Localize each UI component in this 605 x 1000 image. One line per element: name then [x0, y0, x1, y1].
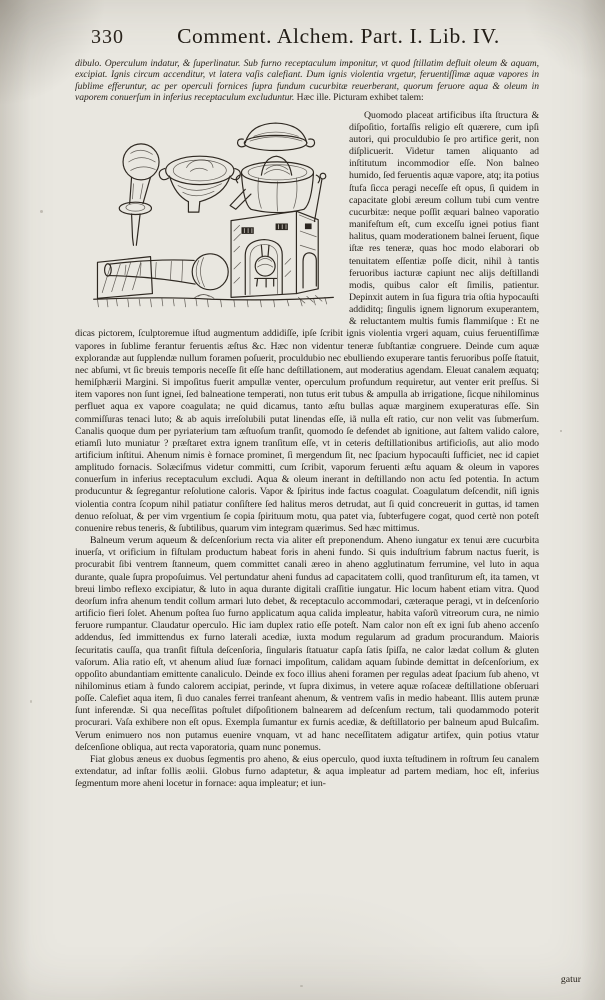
- running-title: Comment. Alchem. Part. I. Lib. IV.: [177, 24, 500, 48]
- page-header: [75, 24, 539, 49]
- paper-speck: [560, 430, 562, 432]
- ground-line: [94, 294, 334, 306]
- body-paragraph-2: Balneum verum aqueum & deſcenſorium recta via aliter eſt preponendum. Aheno iungatur ex tenui ære cucurbita inuerſa, vt orificium in fiſtulam productum habeat foris in aheni fundo. Si quis induſtrium fabrum nactus fuerit, is procurabit ſibi ventrem ſtanneum, quem committet canali æreo in aheno agglutinatum ferrumine, vel luto in aqua durante, quale ſupra propoſuimus. Vel pertundatur aheni fundus ad capacitatem colli, quod tranſiturum eſt, ita tamen, vt breui limbo reflexo excipiatur, & luto in aqua durante digitali craſſitie iungatur. Hic locum habent etiam vitra. Quod deorſum infra ahenum tendit collum armari luto debet, & receptaculo accommodari, cæteraque peragi, vt in deſcenſorio artificio fieri ſolet. Ahenum poſtea ſuo furno applicatum aqua calida impleatur, habita vaſorũ vitreorum cura, ne nimio feruore rumpantur. Claudatur operculo. Hic iam duplex ratio eſſe poteſt. Nam calor non eſt ex igni ſub aheno accenſo addendus, ſed immittendus ex furno laterali acediæ, iuxta modum regularum ad gradum procurandum. Maioris ſecuritatis cauſſa, qua tranſit fiſtula deſcenſoria, ſingularis ſtatuatur capſa ſatis ſpiſſa, ne calor lædat collum & gluten vaſorum. Alia ratio eſt, vt ahenum aliud ſuæ fornaci impoſitum, calidam aquam ſubinde demittat in deſcenſorium, ex oppoſito abundantiam emittente canaliculo. Deinde ex foco illius aheni foramen per regulas adeat ſpacium ſub aheno, vt nihilominus etiam à fundo calorem accipiat, perinde, vt ſupra diximus, in vetere aquæ roſaceæ deſtillatione obſeruari poſſe. Calefiet aqua item, ſi duo canales ferrei tranſeant ahenum, & ventrem vaſis in medio habeant. Illis autem prunæ ſunt inferendæ. Si qua neceſſitas poſtulet diſpoſitionem balnearem ad deſcenſum rectum, tali quodammodo poterit procurari. Vaſa exhibere non eſt opus. Exempla ſumantur ex furnis acediæ, & deſtillatorio per balneum apud Bulcaſim. Verum enimuero nos non putamus euenire vnquam, vt ad hanc neceſſitatem adigatur artifex, quin potius vtatur deſcenſione obliqua, aut recta vaporatoria, quam nunc ponemus.: [75, 535, 539, 753]
- body-paragraph-3: Fiat globus æneus ex duobus ſegmentis pro aheno, & eius operculo, quod iuxta teſtudinem in roſtrum ſeu canalem extendatur, ad inſtar follis æolii. Globus furno adaptetur, & aqua impleatur ad partem mediam, hoc eſt, inferius ſegmentum more aheni locetur in fornace: aqua impleatur; et iun-: [75, 753, 539, 790]
- intro-italic-text: dibulo. Operculum indatur, & ſuperlinatur. Sub furno receptaculum imponitur, vt quod ſtillatim defluit oleum & aquam, excipiat. Ignis circum accenditur, vt latera vaſis calefiant. Dum ignis violentia vrgetur, feruentiſſimæ aquæ vapores in ſublime efferuntur, ac per operculi fornices ſupra fundum cucurbitæ reuerberant, quorum feruore aqua & oleum in vaporem conuerſum in inferius receptaculum excluduntur.: [75, 58, 539, 104]
- paper-speck: [300, 985, 303, 987]
- floating-lid: [238, 123, 315, 150]
- catchword: gatur: [560, 974, 581, 985]
- paper-speck: [30, 700, 32, 703]
- side-vent: [305, 223, 312, 229]
- woodcut-figure: [88, 113, 340, 315]
- funnel-basin: [159, 156, 240, 212]
- distillation-apparatus-illustration: [88, 113, 340, 315]
- body-paragraph-1: Quomodo placeat artificibus iſta ſtructura & diſpoſitio, fortaſſis religio eſt quærere, cum ipſi autori, qui proculdubio ſe pro artifice gerit, non diſplicuerit. Videtur tamen aliquanto ad inſtitutum incommodior eſſe. Non balneo humido, ſed feruentis aquæ vapore, atq; ita potius ſtufa ſicca peragi neceſſe eſt opus, ſi quidem in capacitate globi æreum collum tubi cum ventre cucurbitæ: neque poſſit æquari balneo vaporatio manifeſtum eſt, cum exceſſu ignei potius fiant halitus, quam moderationem balnei ſeruent, ſique iſtæ res teneræ, quas hoc modo elaborari ob tenuitatem eſſentiæ poſſe dicit, nihil à tantis feruoribus iacturæ capiunt nec alijs deſtillandi modis, quibus calor eſt ſimilis, patientur. Depinxit autem in ſua figura tria oſtia hypocauſti addiditq; ſingulis ignem lignorum exuperantem, & reluctantem multis fumis flammiſque : Et ne dicas pictorem, ſculptoremue iſtud augmentum addidiſſe, ipſe ſcribit ignis violentia vrgeri aquam, cuius feruentiſſimæ vapores in ſublime ferantur feruentis æſtus &c. Hæc non videntur teneræ ſubſtantiæ congruere. Deinde cum aquæ explorandæ aut ſupplendæ nullum foramen poſuerit, proculdubio nec ebulliendo exuperare tantis feruoribus poſſe ſtatuit, nec abſumi, vt ſic breuis temporis neceſſe ſit eſſe hanc deſtillationem, aut moderatius agendam. Eleuat canalem æquatq; hemiſphærii Margini. Si impoſitus fuerit ampullæ venter, operculum profundum requiretur, aut venter erit preſſus. Si item vapores non ſunt ignei, ſed balneatione temperati, non tutus erit tubus & ampulla ab irrigatione, ſicque nihilominus perfluet aqua ex vapore coagulata; ne quid dicamus, tanto æſtu bullas aquæ marginem exuperaturas eſſe. Sin commiſſuras tenaci luto; & ab aquis irreſolubili putat linendas eſſe, iã nulla eſt ratio, cur non velit vas ſubmerſum. Canalis quoque dum per pyriaterium tam æſtuoſum tranſit, quomodo ſe defendet ab ignitione, aut ſaltem valido calore, etiamſi luto muniatur ? præſtaret extra ignem tranſitum eſſe, vt in ceteris deſtillationibus artificioſis, aut alio modo artificium inſtitui. Ahenum nimis è fornace prominet, ſi mergendum ſit, nec ſpacium hypocauſti ſufficiet, nec id capiet amplitudo fornacis. Solæciſmus videtur committi, cum ſcribit, vaporum feruenti æſtu aquam & oleum in vapores conuerſum in inferius receptaculum excludi. Aqua & oleum inerant in deſtillando non actu ſed potentia. In actum producuntur & ſegregantur reſolutione caloris. Vapor & ſpiritus inde factus coagulat. Coagulatum deſcendit, niſi ignis violentia contra ſcopum nihil patiatur conſiſtere ſed halitus meros detrudat, aut ſi quid concreuerit in guttas, id tamen denuo reſoluat, & per vim vrgentium ſe copia ſpirituum motu, qua patet via, ſubterfugere cogat, quod certè non poteſt conuenire rebus teneris, & ſubtilibus, quarum vim integram quærimus. Sed hæc mittimus.: [75, 109, 539, 534]
- intro-paragraph: [75, 58, 539, 104]
- side-niche: [303, 252, 316, 287]
- furnace-door-arch: [245, 239, 282, 294]
- page-content: [75, 24, 539, 790]
- bolthead-flask: [119, 144, 159, 245]
- cauldron-pot-with-dome: [230, 156, 320, 212]
- paper-speck: [40, 210, 43, 213]
- intro-roman-text: Hæc ille. Picturam exhibet talem:: [296, 92, 424, 104]
- page-number: 330: [91, 26, 124, 48]
- flask-on-trivet: [255, 245, 277, 287]
